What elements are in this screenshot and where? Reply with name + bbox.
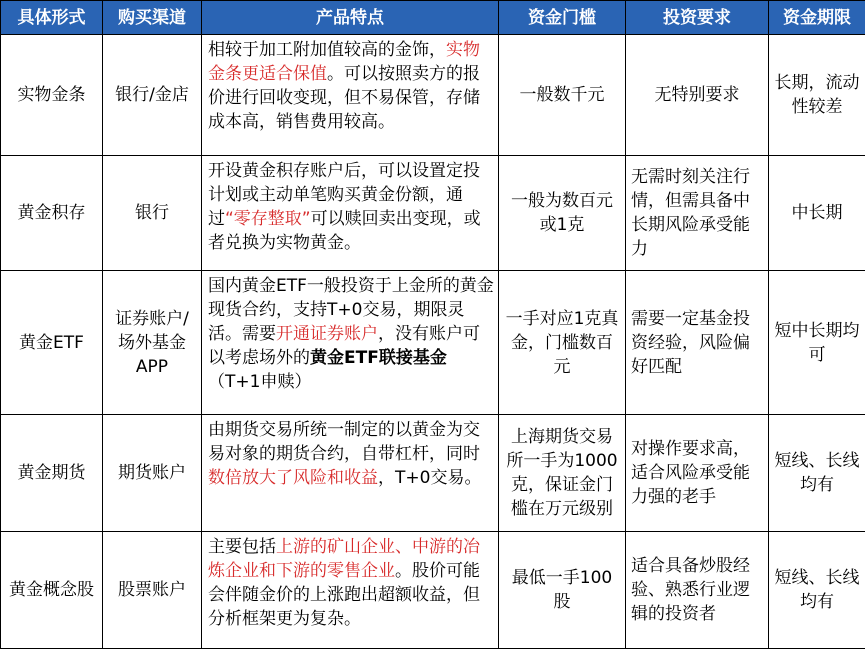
- feature-highlight-bold: 黄金ETF联接基金: [310, 348, 447, 368]
- feature-text: （T+1申赎）: [208, 372, 311, 392]
- cell-features: [202, 156, 499, 271]
- cell-form: 实物金条: [1, 35, 103, 156]
- cell-threshold: 一般数千元: [499, 35, 626, 156]
- table-row: [1, 532, 865, 649]
- cell-channel: 银行: [103, 156, 202, 271]
- feature-highlight-red: 开通证券账户: [276, 324, 378, 344]
- cell-term: 长期，流动性较差: [769, 35, 865, 156]
- cell-requirement: 适合具备炒股经验、熟悉行业逻辑的投资者: [626, 532, 769, 649]
- feature-text: 。股价可能会伴随金价的上涨跑出超额收益，但分析框架更为复杂。: [208, 561, 480, 629]
- feature-highlight-red: “零存整取”: [225, 209, 311, 229]
- cell-channel: 股票账户: [103, 532, 202, 649]
- cell-term: 短线、长线均有: [769, 532, 865, 649]
- header-threshold: 资金门槛: [499, 1, 626, 35]
- header-form: 具体形式: [1, 1, 103, 35]
- cell-threshold: 一般为数百元或1克: [499, 156, 626, 271]
- cell-features: [202, 271, 499, 415]
- feature-highlight-red: 数倍放大了风险和收益: [208, 468, 378, 488]
- feature-text: 由期货交易所统一制定的以黄金为交易对象的期货合约，自带杠杆，同时: [208, 420, 480, 464]
- header-features: 产品特点: [202, 1, 499, 35]
- cell-form: 黄金期货: [1, 415, 103, 532]
- cell-term: 短中长期均可: [769, 271, 865, 415]
- cell-channel: 证券账户/场外基金APP: [103, 271, 202, 415]
- cell-requirement: 无特别要求: [626, 35, 769, 156]
- cell-threshold: 上海期货交易所一手为1000克，保证金门槛在万元级别: [499, 415, 626, 532]
- cell-channel: 银行/金店: [103, 35, 202, 156]
- feature-highlight-red: 实物金条更适合保值: [208, 40, 480, 84]
- cell-features: [202, 35, 499, 156]
- feature-text: 主要包括: [208, 537, 276, 557]
- header-requirement: 投资要求: [626, 1, 769, 35]
- cell-features: [202, 532, 499, 649]
- feature-text: 国内黄金ETF一般投资于上金所的黄金现货合约，支持T+0交易，期限灵活。需要: [208, 276, 494, 344]
- cell-form: 黄金概念股: [1, 532, 103, 649]
- feature-text: ，没有账户可以考虑场外的: [208, 324, 480, 368]
- feature-text: 可以赎回卖出变现，或者兑换为实物黄金。: [208, 209, 481, 253]
- header-row: [1, 1, 865, 35]
- cell-form: 黄金ETF: [1, 271, 103, 415]
- table-row: [1, 156, 865, 271]
- cell-requirement: 无需时刻关注行情，但需具备中长期风险承受能力: [626, 156, 769, 271]
- cell-threshold: 最低一手100股: [499, 532, 626, 649]
- cell-threshold: 一手对应1克真金，门槛数百元: [499, 271, 626, 415]
- cell-requirement: 对操作要求高，适合风险承受能力强的老手: [626, 415, 769, 532]
- cell-form: 黄金积存: [1, 156, 103, 271]
- table-row: [1, 35, 865, 156]
- feature-text: 相较于加工附加值较高的金饰，: [208, 40, 446, 60]
- cell-features: [202, 415, 499, 532]
- cell-requirement: 需要一定基金投资经验，风险偏好匹配: [626, 271, 769, 415]
- header-term: 资金期限: [769, 1, 865, 35]
- feature-text: 开设黄金积存账户后，可以设置定投计划或主动单笔购买黄金份额，通过: [208, 161, 480, 229]
- feature-text: ，T+0交易。: [378, 468, 481, 488]
- feature-highlight-red: 上游的矿山企业、中游的冶炼企业和下游的零售企业: [208, 537, 480, 581]
- header-channel: 购买渠道: [103, 1, 202, 35]
- cell-term: 中长期: [769, 156, 865, 271]
- table-row: [1, 271, 865, 415]
- cell-channel: 期货账户: [103, 415, 202, 532]
- table-row: [1, 415, 865, 532]
- cell-term: 短线、长线均有: [769, 415, 865, 532]
- feature-text: 。可以按照卖方的报价进行回收变现，但不易保管，存储成本高，销售费用较高。: [208, 64, 480, 132]
